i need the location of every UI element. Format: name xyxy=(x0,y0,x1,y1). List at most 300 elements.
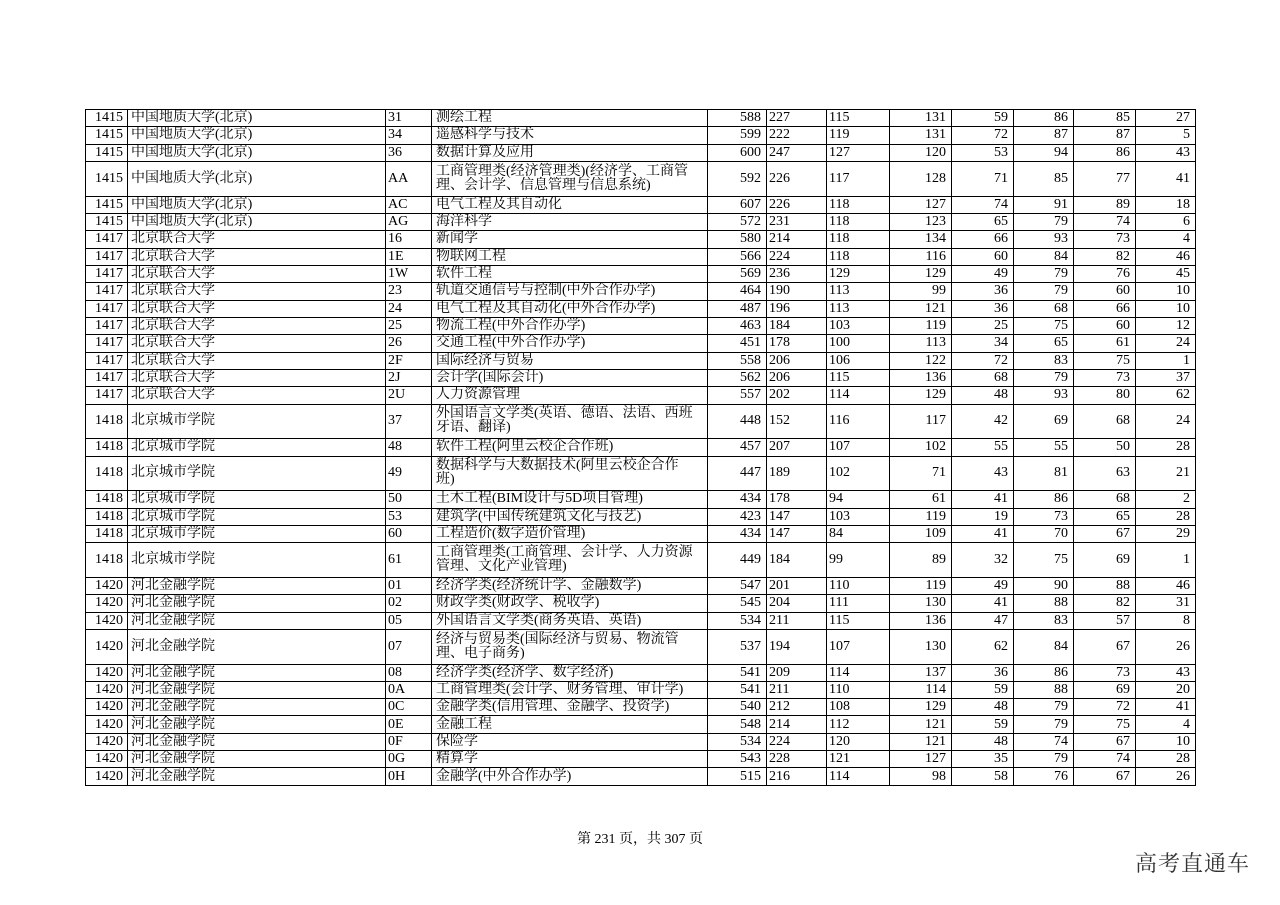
major-code-cell: 2F xyxy=(386,352,432,369)
value-cell-8: 28 xyxy=(1136,439,1196,456)
value-cell-4: 98 xyxy=(890,768,952,785)
value-cell-2: 184 xyxy=(767,317,827,334)
school-name-cell: 河北金融学院 xyxy=(128,629,386,664)
value-cell-5: 42 xyxy=(952,404,1014,439)
major-code-cell: 1W xyxy=(386,265,432,282)
value-cell-8: 4 xyxy=(1136,231,1196,248)
value-cell-1: 558 xyxy=(708,352,767,369)
value-cell-7: 73 xyxy=(1074,369,1136,386)
table-row xyxy=(86,439,1196,456)
value-cell-6: 68 xyxy=(1014,300,1074,317)
value-cell-5: 32 xyxy=(952,543,1014,578)
table-row xyxy=(86,681,1196,698)
value-cell-4: 116 xyxy=(890,248,952,265)
value-cell-5: 48 xyxy=(952,387,1014,404)
value-cell-4: 99 xyxy=(890,283,952,300)
major-code-cell: 24 xyxy=(386,300,432,317)
value-cell-6: 93 xyxy=(1014,231,1074,248)
value-cell-6: 79 xyxy=(1014,751,1074,768)
value-cell-2: 236 xyxy=(767,265,827,282)
value-cell-5: 59 xyxy=(952,716,1014,733)
value-cell-4: 128 xyxy=(890,161,952,196)
school-code-cell: 1418 xyxy=(86,508,128,525)
value-cell-8: 31 xyxy=(1136,595,1196,612)
major-name-cell: 工商管理类(会计学、财务管理、审计学) xyxy=(432,681,708,698)
table-row xyxy=(86,699,1196,716)
school-code-cell: 1420 xyxy=(86,699,128,716)
major-code-cell: 50 xyxy=(386,491,432,508)
table-row xyxy=(86,265,1196,282)
school-name-cell: 北京联合大学 xyxy=(128,300,386,317)
value-cell-2: 178 xyxy=(767,491,827,508)
value-cell-5: 62 xyxy=(952,629,1014,664)
major-name-cell: 外国语言文学类(英语、德语、法语、西班牙语、翻译) xyxy=(432,404,708,439)
school-code-cell: 1418 xyxy=(86,525,128,542)
value-cell-7: 76 xyxy=(1074,265,1136,282)
school-name-cell: 河北金融学院 xyxy=(128,751,386,768)
value-cell-2: 231 xyxy=(767,213,827,230)
value-cell-8: 24 xyxy=(1136,404,1196,439)
value-cell-5: 71 xyxy=(952,161,1014,196)
value-cell-3: 114 xyxy=(827,768,890,785)
value-cell-4: 109 xyxy=(890,525,952,542)
value-cell-6: 86 xyxy=(1014,664,1074,681)
value-cell-4: 137 xyxy=(890,664,952,681)
value-cell-1: 515 xyxy=(708,768,767,785)
value-cell-6: 86 xyxy=(1014,491,1074,508)
table-row xyxy=(86,508,1196,525)
major-name-cell: 数据科学与大数据技术(阿里云校企合作班) xyxy=(432,456,708,491)
value-cell-4: 131 xyxy=(890,110,952,127)
value-cell-8: 1 xyxy=(1136,543,1196,578)
value-cell-4: 71 xyxy=(890,456,952,491)
major-name-cell: 测绘工程 xyxy=(432,110,708,127)
value-cell-4: 130 xyxy=(890,595,952,612)
value-cell-1: 569 xyxy=(708,265,767,282)
table-row xyxy=(86,213,1196,230)
value-cell-3: 84 xyxy=(827,525,890,542)
value-cell-8: 46 xyxy=(1136,248,1196,265)
school-code-cell: 1418 xyxy=(86,404,128,439)
value-cell-2: 189 xyxy=(767,456,827,491)
value-cell-6: 65 xyxy=(1014,335,1074,352)
value-cell-5: 60 xyxy=(952,248,1014,265)
school-code-cell: 1417 xyxy=(86,283,128,300)
major-code-cell: 01 xyxy=(386,577,432,594)
value-cell-1: 572 xyxy=(708,213,767,230)
major-code-cell: 36 xyxy=(386,144,432,161)
table-row xyxy=(86,161,1196,196)
major-code-cell: 2J xyxy=(386,369,432,386)
value-cell-4: 127 xyxy=(890,751,952,768)
value-cell-6: 79 xyxy=(1014,716,1074,733)
major-name-cell: 精算学 xyxy=(432,751,708,768)
value-cell-4: 129 xyxy=(890,387,952,404)
value-cell-2: 211 xyxy=(767,681,827,698)
value-cell-7: 67 xyxy=(1074,629,1136,664)
value-cell-8: 27 xyxy=(1136,110,1196,127)
value-cell-6: 84 xyxy=(1014,248,1074,265)
school-name-cell: 北京联合大学 xyxy=(128,352,386,369)
value-cell-4: 102 xyxy=(890,439,952,456)
school-name-cell: 北京联合大学 xyxy=(128,248,386,265)
school-name-cell: 北京联合大学 xyxy=(128,283,386,300)
value-cell-3: 118 xyxy=(827,248,890,265)
value-cell-6: 79 xyxy=(1014,699,1074,716)
value-cell-5: 41 xyxy=(952,491,1014,508)
major-name-cell: 会计学(国际会计) xyxy=(432,369,708,386)
table-row xyxy=(86,543,1196,578)
major-name-cell: 建筑学(中国传统建筑文化与技艺) xyxy=(432,508,708,525)
major-name-cell: 金融工程 xyxy=(432,716,708,733)
value-cell-7: 67 xyxy=(1074,525,1136,542)
value-cell-1: 592 xyxy=(708,161,767,196)
major-name-cell: 软件工程(阿里云校企合作班) xyxy=(432,439,708,456)
value-cell-1: 547 xyxy=(708,577,767,594)
value-cell-3: 112 xyxy=(827,716,890,733)
major-code-cell: 0A xyxy=(386,681,432,698)
value-cell-8: 10 xyxy=(1136,283,1196,300)
school-code-cell: 1417 xyxy=(86,317,128,334)
value-cell-6: 93 xyxy=(1014,387,1074,404)
major-name-cell: 金融学类(信用管理、金融学、投资学) xyxy=(432,699,708,716)
value-cell-2: 228 xyxy=(767,751,827,768)
value-cell-4: 131 xyxy=(890,127,952,144)
value-cell-2: 224 xyxy=(767,248,827,265)
value-cell-3: 113 xyxy=(827,283,890,300)
school-name-cell: 河北金融学院 xyxy=(128,681,386,698)
value-cell-6: 70 xyxy=(1014,525,1074,542)
page-number-footer: 第 231 页，共 307 页 xyxy=(577,832,703,847)
value-cell-5: 36 xyxy=(952,664,1014,681)
value-cell-3: 119 xyxy=(827,127,890,144)
value-cell-7: 72 xyxy=(1074,699,1136,716)
major-code-cell: 61 xyxy=(386,543,432,578)
school-name-cell: 北京城市学院 xyxy=(128,456,386,491)
value-cell-7: 57 xyxy=(1074,612,1136,629)
value-cell-8: 4 xyxy=(1136,716,1196,733)
table-row xyxy=(86,716,1196,733)
value-cell-4: 119 xyxy=(890,508,952,525)
value-cell-2: 214 xyxy=(767,716,827,733)
value-cell-8: 8 xyxy=(1136,612,1196,629)
value-cell-6: 94 xyxy=(1014,144,1074,161)
school-code-cell: 1415 xyxy=(86,110,128,127)
school-name-cell: 北京城市学院 xyxy=(128,439,386,456)
major-name-cell: 遥感科学与技术 xyxy=(432,127,708,144)
value-cell-3: 115 xyxy=(827,612,890,629)
value-cell-1: 566 xyxy=(708,248,767,265)
value-cell-5: 48 xyxy=(952,733,1014,750)
value-cell-2: 212 xyxy=(767,699,827,716)
school-name-cell: 北京城市学院 xyxy=(128,508,386,525)
major-code-cell: 02 xyxy=(386,595,432,612)
major-name-cell: 新闻学 xyxy=(432,231,708,248)
school-name-cell: 中国地质大学(北京) xyxy=(128,161,386,196)
school-name-cell: 北京联合大学 xyxy=(128,317,386,334)
value-cell-7: 63 xyxy=(1074,456,1136,491)
value-cell-6: 87 xyxy=(1014,127,1074,144)
value-cell-7: 50 xyxy=(1074,439,1136,456)
school-code-cell: 1417 xyxy=(86,369,128,386)
table-body xyxy=(86,110,1196,786)
value-cell-5: 66 xyxy=(952,231,1014,248)
value-cell-7: 80 xyxy=(1074,387,1136,404)
table-row xyxy=(86,456,1196,491)
value-cell-1: 541 xyxy=(708,664,767,681)
value-cell-6: 73 xyxy=(1014,508,1074,525)
value-cell-1: 457 xyxy=(708,439,767,456)
value-cell-7: 67 xyxy=(1074,768,1136,785)
value-cell-1: 447 xyxy=(708,456,767,491)
value-cell-2: 202 xyxy=(767,387,827,404)
school-name-cell: 北京城市学院 xyxy=(128,525,386,542)
school-code-cell: 1417 xyxy=(86,300,128,317)
value-cell-2: 227 xyxy=(767,110,827,127)
school-code-cell: 1420 xyxy=(86,733,128,750)
value-cell-7: 66 xyxy=(1074,300,1136,317)
school-code-cell: 1418 xyxy=(86,439,128,456)
major-name-cell: 数据计算及应用 xyxy=(432,144,708,161)
value-cell-7: 65 xyxy=(1074,508,1136,525)
value-cell-4: 113 xyxy=(890,335,952,352)
table-row xyxy=(86,768,1196,785)
value-cell-8: 41 xyxy=(1136,161,1196,196)
value-cell-3: 99 xyxy=(827,543,890,578)
table-row xyxy=(86,283,1196,300)
value-cell-1: 537 xyxy=(708,629,767,664)
value-cell-4: 136 xyxy=(890,369,952,386)
value-cell-5: 72 xyxy=(952,127,1014,144)
value-cell-1: 548 xyxy=(708,716,767,733)
value-cell-7: 85 xyxy=(1074,110,1136,127)
major-name-cell: 保险学 xyxy=(432,733,708,750)
major-name-cell: 工商管理类(经济管理类)(经济学、工商管理、会计学、信息管理与信息系统) xyxy=(432,161,708,196)
value-cell-4: 122 xyxy=(890,352,952,369)
value-cell-7: 74 xyxy=(1074,751,1136,768)
value-cell-3: 114 xyxy=(827,387,890,404)
value-cell-3: 113 xyxy=(827,300,890,317)
school-code-cell: 1415 xyxy=(86,127,128,144)
value-cell-7: 61 xyxy=(1074,335,1136,352)
major-name-cell: 海洋科学 xyxy=(432,213,708,230)
major-code-cell: 1E xyxy=(386,248,432,265)
value-cell-6: 76 xyxy=(1014,768,1074,785)
major-name-cell: 金融学(中外合作办学) xyxy=(432,768,708,785)
major-name-cell: 工商管理类(工商管理、会计学、人力资源管理、文化产业管理) xyxy=(432,543,708,578)
value-cell-8: 20 xyxy=(1136,681,1196,698)
school-code-cell: 1415 xyxy=(86,213,128,230)
value-cell-2: 209 xyxy=(767,664,827,681)
value-cell-7: 82 xyxy=(1074,248,1136,265)
value-cell-1: 540 xyxy=(708,699,767,716)
school-name-cell: 河北金融学院 xyxy=(128,699,386,716)
table-row xyxy=(86,110,1196,127)
value-cell-6: 74 xyxy=(1014,733,1074,750)
school-code-cell: 1417 xyxy=(86,231,128,248)
table-row xyxy=(86,352,1196,369)
value-cell-1: 451 xyxy=(708,335,767,352)
value-cell-6: 81 xyxy=(1014,456,1074,491)
school-code-cell: 1415 xyxy=(86,196,128,213)
value-cell-8: 43 xyxy=(1136,664,1196,681)
major-code-cell: 25 xyxy=(386,317,432,334)
school-code-cell: 1420 xyxy=(86,716,128,733)
major-name-cell: 人力资源管理 xyxy=(432,387,708,404)
school-code-cell: 1420 xyxy=(86,595,128,612)
value-cell-2: 190 xyxy=(767,283,827,300)
school-name-cell: 北京城市学院 xyxy=(128,543,386,578)
major-code-cell: 31 xyxy=(386,110,432,127)
major-code-cell: 26 xyxy=(386,335,432,352)
value-cell-6: 55 xyxy=(1014,439,1074,456)
table-row xyxy=(86,733,1196,750)
admission-table xyxy=(85,109,1196,786)
value-cell-8: 28 xyxy=(1136,751,1196,768)
value-cell-7: 69 xyxy=(1074,543,1136,578)
value-cell-1: 463 xyxy=(708,317,767,334)
value-cell-6: 85 xyxy=(1014,161,1074,196)
value-cell-5: 55 xyxy=(952,439,1014,456)
major-name-cell: 财政学类(财政学、税收学) xyxy=(432,595,708,612)
value-cell-4: 121 xyxy=(890,300,952,317)
value-cell-5: 41 xyxy=(952,595,1014,612)
value-cell-7: 73 xyxy=(1074,664,1136,681)
value-cell-1: 607 xyxy=(708,196,767,213)
school-code-cell: 1420 xyxy=(86,612,128,629)
major-code-cell: 0E xyxy=(386,716,432,733)
value-cell-2: 206 xyxy=(767,352,827,369)
value-cell-1: 557 xyxy=(708,387,767,404)
school-code-cell: 1420 xyxy=(86,577,128,594)
table-row xyxy=(86,317,1196,334)
school-code-cell: 1415 xyxy=(86,144,128,161)
major-code-cell: AC xyxy=(386,196,432,213)
value-cell-2: 152 xyxy=(767,404,827,439)
major-code-cell: AG xyxy=(386,213,432,230)
value-cell-4: 121 xyxy=(890,733,952,750)
table-row xyxy=(86,300,1196,317)
school-name-cell: 河北金融学院 xyxy=(128,716,386,733)
value-cell-4: 119 xyxy=(890,317,952,334)
school-name-cell: 中国地质大学(北京) xyxy=(128,144,386,161)
value-cell-2: 226 xyxy=(767,196,827,213)
major-name-cell: 物流工程(中外合作办学) xyxy=(432,317,708,334)
value-cell-8: 21 xyxy=(1136,456,1196,491)
value-cell-4: 127 xyxy=(890,196,952,213)
value-cell-1: 562 xyxy=(708,369,767,386)
school-name-cell: 中国地质大学(北京) xyxy=(128,196,386,213)
table-row xyxy=(86,404,1196,439)
major-code-cell: 53 xyxy=(386,508,432,525)
value-cell-3: 118 xyxy=(827,231,890,248)
value-cell-2: 247 xyxy=(767,144,827,161)
value-cell-1: 464 xyxy=(708,283,767,300)
major-name-cell: 经济与贸易类(国际经济与贸易、物流管理、电子商务) xyxy=(432,629,708,664)
value-cell-8: 5 xyxy=(1136,127,1196,144)
value-cell-5: 43 xyxy=(952,456,1014,491)
value-cell-2: 216 xyxy=(767,768,827,785)
value-cell-2: 147 xyxy=(767,525,827,542)
value-cell-8: 26 xyxy=(1136,768,1196,785)
major-name-cell: 轨道交通信号与控制(中外合作办学) xyxy=(432,283,708,300)
value-cell-6: 79 xyxy=(1014,283,1074,300)
value-cell-8: 24 xyxy=(1136,335,1196,352)
value-cell-1: 487 xyxy=(708,300,767,317)
value-cell-2: 178 xyxy=(767,335,827,352)
value-cell-3: 127 xyxy=(827,144,890,161)
value-cell-3: 115 xyxy=(827,110,890,127)
value-cell-5: 25 xyxy=(952,317,1014,334)
value-cell-3: 115 xyxy=(827,369,890,386)
value-cell-5: 74 xyxy=(952,196,1014,213)
value-cell-5: 36 xyxy=(952,283,1014,300)
value-cell-2: 211 xyxy=(767,612,827,629)
table-row xyxy=(86,525,1196,542)
value-cell-1: 541 xyxy=(708,681,767,698)
value-cell-6: 75 xyxy=(1014,543,1074,578)
value-cell-1: 534 xyxy=(708,733,767,750)
school-code-cell: 1420 xyxy=(86,768,128,785)
value-cell-1: 545 xyxy=(708,595,767,612)
major-code-cell: 37 xyxy=(386,404,432,439)
value-cell-6: 79 xyxy=(1014,369,1074,386)
value-cell-1: 588 xyxy=(708,110,767,127)
major-name-cell: 经济学类(经济学、数字经济) xyxy=(432,664,708,681)
value-cell-2: 194 xyxy=(767,629,827,664)
major-name-cell: 国际经济与贸易 xyxy=(432,352,708,369)
table-row xyxy=(86,387,1196,404)
school-name-cell: 河北金融学院 xyxy=(128,577,386,594)
value-cell-3: 110 xyxy=(827,681,890,698)
major-name-cell: 外国语言文学类(商务英语、英语) xyxy=(432,612,708,629)
value-cell-6: 90 xyxy=(1014,577,1074,594)
major-code-cell: 48 xyxy=(386,439,432,456)
table-row xyxy=(86,335,1196,352)
value-cell-7: 86 xyxy=(1074,144,1136,161)
value-cell-4: 121 xyxy=(890,716,952,733)
value-cell-3: 118 xyxy=(827,196,890,213)
school-name-cell: 中国地质大学(北京) xyxy=(128,127,386,144)
major-name-cell: 软件工程 xyxy=(432,265,708,282)
value-cell-6: 91 xyxy=(1014,196,1074,213)
value-cell-4: 136 xyxy=(890,612,952,629)
value-cell-3: 103 xyxy=(827,508,890,525)
value-cell-8: 12 xyxy=(1136,317,1196,334)
value-cell-3: 114 xyxy=(827,664,890,681)
value-cell-4: 114 xyxy=(890,681,952,698)
major-name-cell: 电气工程及其自动化 xyxy=(432,196,708,213)
school-code-cell: 1420 xyxy=(86,751,128,768)
value-cell-1: 448 xyxy=(708,404,767,439)
value-cell-8: 43 xyxy=(1136,144,1196,161)
value-cell-8: 26 xyxy=(1136,629,1196,664)
value-cell-1: 543 xyxy=(708,751,767,768)
major-name-cell: 经济学类(经济统计学、金融数学) xyxy=(432,577,708,594)
value-cell-7: 77 xyxy=(1074,161,1136,196)
major-code-cell: 07 xyxy=(386,629,432,664)
value-cell-5: 47 xyxy=(952,612,1014,629)
value-cell-7: 60 xyxy=(1074,317,1136,334)
value-cell-5: 65 xyxy=(952,213,1014,230)
school-code-cell: 1420 xyxy=(86,629,128,664)
major-code-cell: 0H xyxy=(386,768,432,785)
major-code-cell: 49 xyxy=(386,456,432,491)
value-cell-8: 29 xyxy=(1136,525,1196,542)
school-name-cell: 河北金融学院 xyxy=(128,768,386,785)
value-cell-2: 201 xyxy=(767,577,827,594)
value-cell-5: 19 xyxy=(952,508,1014,525)
